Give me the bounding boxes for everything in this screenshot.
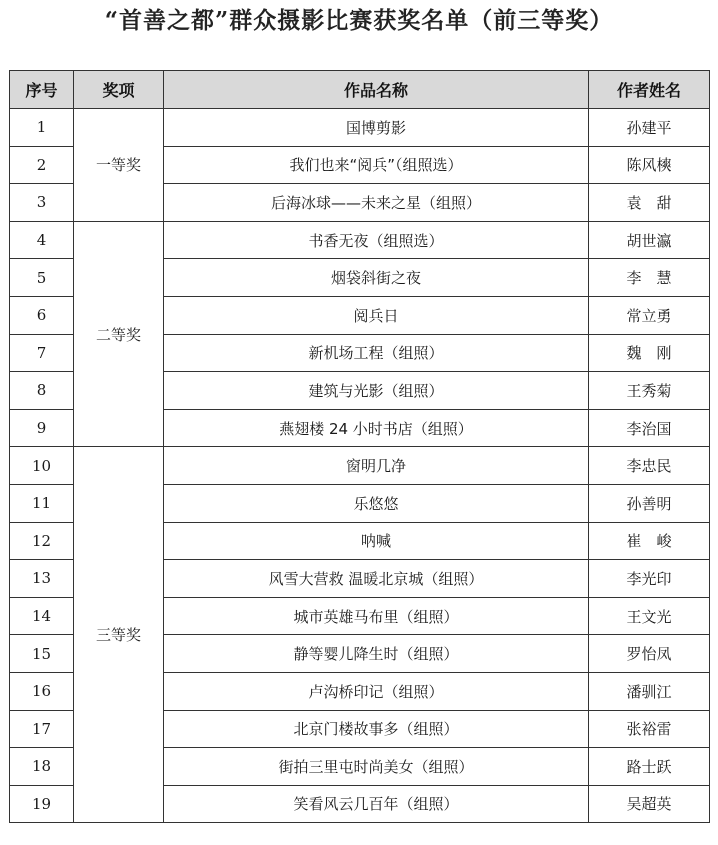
- prize-second: 二等奖: [74, 221, 164, 447]
- work-title: 笑看风云几百年（组照）: [164, 785, 589, 823]
- row-index: 3: [10, 184, 74, 222]
- header-work: 作品名称: [164, 71, 589, 109]
- author-name: 潘驯江: [589, 672, 710, 710]
- work-title: 窗明几净: [164, 447, 589, 485]
- row-index: 19: [10, 785, 74, 823]
- row-index: 11: [10, 484, 74, 522]
- author-name: 崔 峻: [589, 522, 710, 560]
- work-title: 阅兵日: [164, 296, 589, 334]
- author-name: 袁 甜: [589, 184, 710, 222]
- table-row: [10, 221, 710, 259]
- row-index: 2: [10, 146, 74, 184]
- row-index: 12: [10, 522, 74, 560]
- header-row: [10, 71, 710, 109]
- work-title: 后海冰球——未来之星（组照）: [164, 184, 589, 222]
- author-name: 罗怡凤: [589, 635, 710, 673]
- work-title: 乐悠悠: [164, 484, 589, 522]
- header-author: 作者姓名: [589, 71, 710, 109]
- author-name: 李忠民: [589, 447, 710, 485]
- document-title: “首善之都”群众摄影比赛获奖名单（前三等奖）: [104, 7, 614, 34]
- row-index: 5: [10, 259, 74, 297]
- author-name: 吴超英: [589, 785, 710, 823]
- table-row: [10, 109, 710, 147]
- row-index: 17: [10, 710, 74, 748]
- work-title: 燕翅楼 24 小时书店（组照）: [164, 409, 589, 447]
- work-title: 建筑与光影（组照）: [164, 372, 589, 410]
- prize-first: 一等奖: [74, 109, 164, 222]
- work-title: 呐喊: [164, 522, 589, 560]
- table-row: [10, 447, 710, 485]
- author-name: 李治国: [589, 409, 710, 447]
- row-index: 10: [10, 447, 74, 485]
- work-title: 街拍三里屯时尚美女（组照）: [164, 748, 589, 786]
- author-name: 王文光: [589, 597, 710, 635]
- row-index: 14: [10, 597, 74, 635]
- work-title: 北京门楼故事多（组照）: [164, 710, 589, 748]
- author-name: 李光印: [589, 560, 710, 598]
- row-index: 13: [10, 560, 74, 598]
- row-index: 6: [10, 296, 74, 334]
- work-title: 卢沟桥印记（组照）: [164, 672, 589, 710]
- header-index: 序号: [10, 71, 74, 109]
- row-index: 4: [10, 221, 74, 259]
- work-title: 新机场工程（组照）: [164, 334, 589, 372]
- row-index: 1: [10, 109, 74, 147]
- work-title: 城市英雄马布里（组照）: [164, 597, 589, 635]
- row-index: 7: [10, 334, 74, 372]
- author-name: 李 慧: [589, 259, 710, 297]
- row-index: 18: [10, 748, 74, 786]
- author-name: 王秀菊: [589, 372, 710, 410]
- author-name: 胡世瀛: [589, 221, 710, 259]
- row-index: 16: [10, 672, 74, 710]
- work-title: 我们也来“阅兵”（组照选）: [164, 146, 589, 184]
- row-index: 9: [10, 409, 74, 447]
- work-title: 国博剪影: [164, 109, 589, 147]
- work-title: 烟袋斜街之夜: [164, 259, 589, 297]
- author-name: 孙建平: [589, 109, 710, 147]
- work-title: 风雪大营救 温暖北京城（组照）: [164, 560, 589, 598]
- work-title: 书香无夜（组照选）: [164, 221, 589, 259]
- award-table: [9, 70, 710, 823]
- header-prize: 奖项: [74, 71, 164, 109]
- author-name: 路士跃: [589, 748, 710, 786]
- author-name: 常立勇: [589, 296, 710, 334]
- row-index: 15: [10, 635, 74, 673]
- author-name: 陈风樉: [589, 146, 710, 184]
- author-name: 孙善明: [589, 484, 710, 522]
- row-index: 8: [10, 372, 74, 410]
- author-name: 张裕雷: [589, 710, 710, 748]
- author-name: 魏 刚: [589, 334, 710, 372]
- work-title: 静等婴儿降生时（组照）: [164, 635, 589, 673]
- prize-third: 三等奖: [74, 447, 164, 823]
